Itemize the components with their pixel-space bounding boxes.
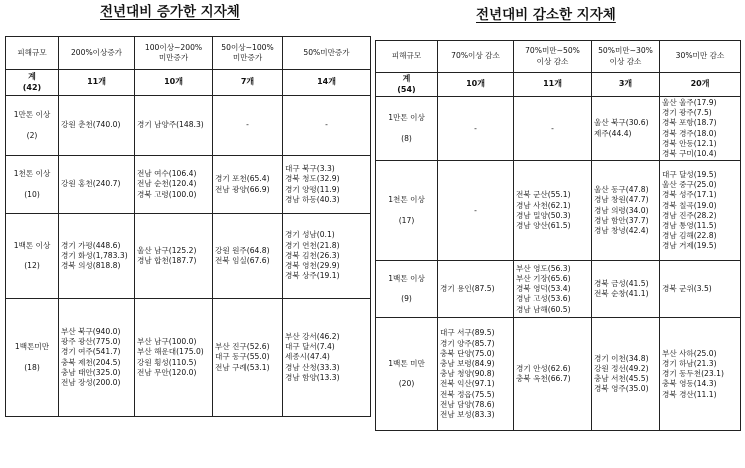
text-line: 1만톤 이상 [388, 113, 425, 123]
table-row [6, 156, 371, 214]
text-line: 1백톤 이상 [388, 273, 425, 283]
region-entry: 경기 포천(65.4) [215, 174, 270, 184]
row-label [376, 161, 438, 261]
region-cell [135, 299, 213, 417]
text-line [8, 120, 56, 130]
region-entry: 전북 정읍(75.5) [440, 389, 495, 399]
text-line: 50%미만증가 [303, 47, 350, 57]
region-cell [592, 161, 660, 261]
text-line: (9) [401, 294, 412, 304]
region-entry: 강원 정선(49.2) [594, 364, 649, 374]
text-line: (42) [22, 82, 42, 92]
column-header [135, 37, 213, 70]
region-entry: 경남 함양(13.3) [285, 372, 340, 382]
region-entry: 충남 보령(84.9) [440, 358, 495, 368]
region-entry: 경남 거제(19.5) [662, 241, 717, 251]
count-row [376, 73, 741, 97]
text-line [378, 124, 435, 134]
text-line [8, 179, 56, 189]
text-line: 1백톤 이상 [13, 240, 51, 250]
region-entry: 충북 영동(14.3) [662, 379, 717, 389]
region-entry: 충북 단양(75.0) [440, 348, 495, 358]
count-cell [213, 70, 283, 96]
region-entry: 강원 홍천(240.7) [61, 179, 121, 189]
region-entry: 부산 사하(25.0) [662, 348, 717, 358]
region-cell [59, 299, 135, 417]
region-cell [514, 318, 592, 431]
region-entry: 전북 군산(55.1) [516, 190, 571, 200]
region-entry: 경기 안성(62.6) [516, 364, 571, 374]
column-header [592, 41, 660, 73]
region-entry: - [551, 123, 554, 133]
region-entry: - [474, 205, 477, 215]
region-entry: 경남 남해(60.5) [516, 304, 571, 314]
text-line: (12) [24, 261, 40, 271]
increased-regions-table [5, 36, 371, 417]
region-cell [283, 96, 371, 156]
text-line: 70%미만~50% [525, 46, 580, 56]
region-entry: 충남 서천(45.5) [594, 374, 649, 384]
region-entry: 강원 춘천(740.0) [61, 120, 121, 130]
text-line: (18) [24, 362, 40, 372]
region-entry: 부산 남구(100.0) [137, 337, 197, 347]
region-entry: 부산 강서(46.2) [285, 331, 340, 341]
table-row [6, 96, 371, 156]
region-entry: 경북 청도(32.9) [285, 174, 340, 184]
region-entry: 전남 구례(53.1) [215, 362, 270, 372]
row-label [6, 299, 59, 417]
region-entry: 경남 통영(11.5) [662, 220, 717, 230]
region-entry: - [325, 120, 328, 130]
region-entry: 경기 여주(541.7) [61, 347, 121, 357]
region-entry: 경기 연천(21.8) [285, 240, 340, 250]
region-cell [135, 214, 213, 299]
region-entry: 경남 창녕(42.4) [594, 226, 649, 236]
count-cell [135, 70, 213, 96]
column-header [59, 37, 135, 70]
count-cell [6, 70, 59, 96]
text-line: (17) [398, 215, 415, 225]
row-label [6, 96, 59, 156]
region-entry: 경기 가평(448.6) [61, 240, 121, 250]
region-entry: 경북 의성(818.8) [61, 261, 121, 271]
text-line: (20) [398, 379, 415, 389]
text-line: (10) [24, 189, 40, 199]
text-line [8, 251, 56, 261]
region-entry: 경기 화성(1,783.3) [61, 250, 128, 260]
region-entry: 부산 기장(65.6) [516, 273, 571, 283]
region-entry: 전남 담양(78.6) [440, 399, 495, 409]
region-cell [660, 261, 741, 318]
count-cell [283, 70, 371, 96]
text-line [378, 284, 435, 294]
region-entry: 경기 하남(21.3) [662, 358, 717, 368]
text-line: 미만증가 [232, 53, 263, 62]
table-row [376, 318, 741, 431]
column-header [213, 37, 283, 70]
region-entry: 경남 창원(47.7) [594, 195, 649, 205]
region-cell [213, 96, 283, 156]
region-entry: 전남 여수(106.4) [137, 169, 197, 179]
region-entry: 충북 옥천(66.7) [516, 374, 571, 384]
region-cell [135, 96, 213, 156]
text-line: 70%이상 감소 [451, 51, 500, 61]
text-line: 50%미만~30% [598, 46, 653, 56]
text-line: 1백톤 미만 [388, 358, 425, 368]
region-entry: 경기 남양주(148.3) [137, 120, 204, 130]
region-entry: 울산 북구(30.6) [594, 118, 649, 128]
text-line [8, 352, 56, 362]
region-entry: 전북 순창(41.1) [594, 289, 649, 299]
region-entry: 경기 양평(11.9) [285, 184, 340, 194]
text-line: 11개 [87, 77, 106, 87]
region-entry: 충남 태안(325.0) [61, 367, 121, 377]
text-line: 20개 [690, 79, 710, 89]
region-entry: 경북 성주(17.1) [662, 190, 717, 200]
count-cell [592, 73, 660, 97]
region-entry: 충남 청양(90.8) [440, 369, 495, 379]
region-cell [438, 261, 514, 318]
region-cell [135, 156, 213, 214]
text-line [378, 206, 435, 216]
column-header [376, 41, 438, 73]
count-cell [660, 73, 741, 97]
region-entry: 광주 광산(775.0) [61, 337, 121, 347]
region-cell [59, 96, 135, 156]
text-line: 이상 감소 [536, 56, 569, 66]
region-entry: 부산 진구(52.6) [215, 342, 270, 352]
region-entry: 경남 고성(53.6) [516, 294, 571, 304]
region-entry: 대구 달서(7.4) [285, 342, 335, 352]
region-entry: 충북 제천(204.5) [61, 357, 121, 367]
region-entry: 울산 중구(25.0) [662, 180, 717, 190]
region-entry: - [246, 120, 249, 130]
region-entry: 경북 영천(29.9) [285, 261, 340, 271]
text-line: 30%미만 감소 [675, 51, 725, 61]
region-entry: 경남 양산(61.5) [516, 220, 571, 230]
text-line: 1천톤 이상 [388, 195, 425, 205]
region-entry: 경기 양주(85.7) [440, 338, 495, 348]
region-cell [660, 318, 741, 431]
region-cell [213, 156, 283, 214]
region-entry: 대구 달성(19.5) [662, 169, 717, 179]
region-cell [438, 97, 514, 161]
region-entry: 경북 경주(18.0) [662, 128, 717, 138]
region-entry: 대구 동구(55.0) [215, 352, 270, 362]
region-entry: 전북 익산(97.1) [440, 379, 495, 389]
count-cell [59, 70, 135, 96]
region-entry: 경북 칠곡(19.0) [662, 200, 717, 210]
table-row [6, 214, 371, 299]
text-line: 11개 [543, 79, 562, 89]
region-entry: 부산 해운대(175.0) [137, 347, 204, 357]
region-entry: 경북 금성(41.5) [594, 279, 649, 289]
region-entry: 경북 군위(3.5) [662, 284, 712, 294]
count-cell [438, 73, 514, 97]
region-entry: 경기 동두천(23.1) [662, 369, 724, 379]
table-row [6, 299, 371, 417]
row-label [376, 261, 438, 318]
count-row [6, 70, 371, 96]
column-header [514, 41, 592, 73]
count-cell [376, 73, 438, 97]
region-entry: 경남 산청(33.3) [285, 362, 340, 372]
region-cell [592, 261, 660, 318]
text-line: 계 [28, 72, 36, 82]
region-entry: 전남 무안(120.0) [137, 367, 197, 377]
text-line: (54) [397, 84, 416, 94]
region-cell [283, 156, 371, 214]
column-header [283, 37, 371, 70]
region-entry: 경북 경산(11.1) [662, 389, 717, 399]
text-line: (8) [401, 133, 412, 143]
row-label [6, 214, 59, 299]
row-label [376, 318, 438, 431]
region-cell [660, 161, 741, 261]
table-row [376, 97, 741, 161]
column-header [660, 41, 741, 73]
region-entry: - [474, 123, 477, 133]
text-line: (2) [26, 130, 38, 140]
region-entry: 경남 의령(34.0) [594, 205, 649, 215]
text-line: 계 [402, 74, 411, 84]
text-line [378, 369, 435, 379]
region-cell [213, 214, 283, 299]
region-entry: 대구 서구(89.5) [440, 328, 495, 338]
text-line: 피해규모 [391, 51, 422, 61]
region-entry: 강원 원주(64.8) [215, 245, 270, 255]
left-table-title: 전년대비 증가한 지자체 [100, 4, 240, 20]
region-entry: 경남 사천(62.1) [516, 200, 571, 210]
region-cell [59, 214, 135, 299]
region-entry: 경북 고령(100.0) [137, 189, 197, 199]
region-entry: 강원 횡성(110.5) [137, 357, 197, 367]
text-line: 10개 [466, 79, 485, 89]
region-entry: 대구 북구(3.3) [285, 164, 335, 174]
region-entry: 제주(44.4) [594, 128, 632, 138]
region-entry: 부산 영도(56.3) [516, 263, 571, 273]
text-line: 1백톤미만 [14, 342, 50, 352]
region-cell [283, 299, 371, 417]
decreased-regions-table [375, 40, 741, 431]
region-entry: 경북 안동(12.1) [662, 138, 717, 148]
text-line: 7개 [240, 77, 255, 87]
region-entry: 울산 남구(125.2) [137, 245, 197, 255]
text-line: 10개 [164, 77, 183, 87]
table-row [376, 161, 741, 261]
column-header [6, 37, 59, 70]
region-entry: 경북 영주(35.0) [594, 384, 649, 394]
region-entry: 세종시(47.4) [285, 352, 330, 362]
region-cell [514, 97, 592, 161]
text-line: 피해규모 [17, 47, 47, 57]
region-entry: 경남 김해(22.8) [662, 231, 717, 241]
text-line: 미만증가 [158, 53, 189, 62]
region-cell [213, 299, 283, 417]
region-cell [283, 214, 371, 299]
table-row [376, 261, 741, 318]
right-table-title: 전년대비 감소한 지자체 [476, 7, 616, 23]
count-cell [514, 73, 592, 97]
region-entry: 경남 밀양(50.3) [516, 210, 571, 220]
region-entry: 경북 김천(26.3) [285, 250, 340, 260]
text-line: 200%이상증가 [70, 47, 123, 57]
region-entry: 전남 장성(200.0) [61, 377, 121, 387]
region-entry: 경남 하동(40.3) [285, 194, 340, 204]
region-entry: 경남 합천(187.7) [137, 256, 197, 265]
region-cell [514, 161, 592, 261]
region-entry: 전남 광양(66.9) [215, 184, 270, 194]
region-cell [59, 156, 135, 214]
region-cell [592, 97, 660, 161]
header-row [376, 41, 741, 73]
text-line: 50이상~100% [221, 42, 274, 52]
region-entry: 전남 보성(83.3) [440, 409, 495, 419]
region-entry: 울산 동구(47.8) [594, 185, 649, 195]
region-entry: 부산 북구(940.0) [61, 326, 121, 336]
region-entry: 전북 임실(67.6) [215, 256, 270, 265]
row-label [6, 156, 59, 214]
region-cell [438, 161, 514, 261]
region-entry: 울산 울주(17.9) [662, 98, 717, 107]
text-line: 이상 감소 [609, 56, 642, 66]
region-entry: 경북 영덕(53.4) [516, 284, 571, 294]
text-line: 1만톤 이상 [13, 110, 51, 120]
text-line: 14개 [317, 77, 336, 87]
region-entry: 경북 상주(19.1) [285, 271, 340, 281]
region-cell [592, 318, 660, 431]
region-entry: 경북 포항(18.7) [662, 118, 717, 128]
column-header [438, 41, 514, 73]
region-entry: 경기 성남(0.1) [285, 230, 335, 240]
region-cell [514, 261, 592, 318]
text-line: 100이상~200% [144, 42, 203, 52]
row-label [376, 97, 438, 161]
region-cell [438, 318, 514, 431]
region-entry: 경북 구미(10.4) [662, 149, 717, 159]
region-entry: 경남 진주(28.2) [662, 210, 717, 220]
header-row [6, 37, 371, 70]
text-line: 1천톤 이상 [13, 169, 51, 179]
region-entry: 경기 이천(34.8) [594, 353, 649, 363]
region-entry: 경남 함안(37.7) [594, 215, 649, 225]
region-entry: 전남 순천(120.4) [137, 179, 197, 189]
region-entry: 경기 광주(7.5) [662, 108, 712, 118]
region-cell [660, 97, 741, 161]
text-line: 3개 [618, 79, 633, 89]
region-entry: 경기 용인(87.5) [440, 284, 495, 294]
